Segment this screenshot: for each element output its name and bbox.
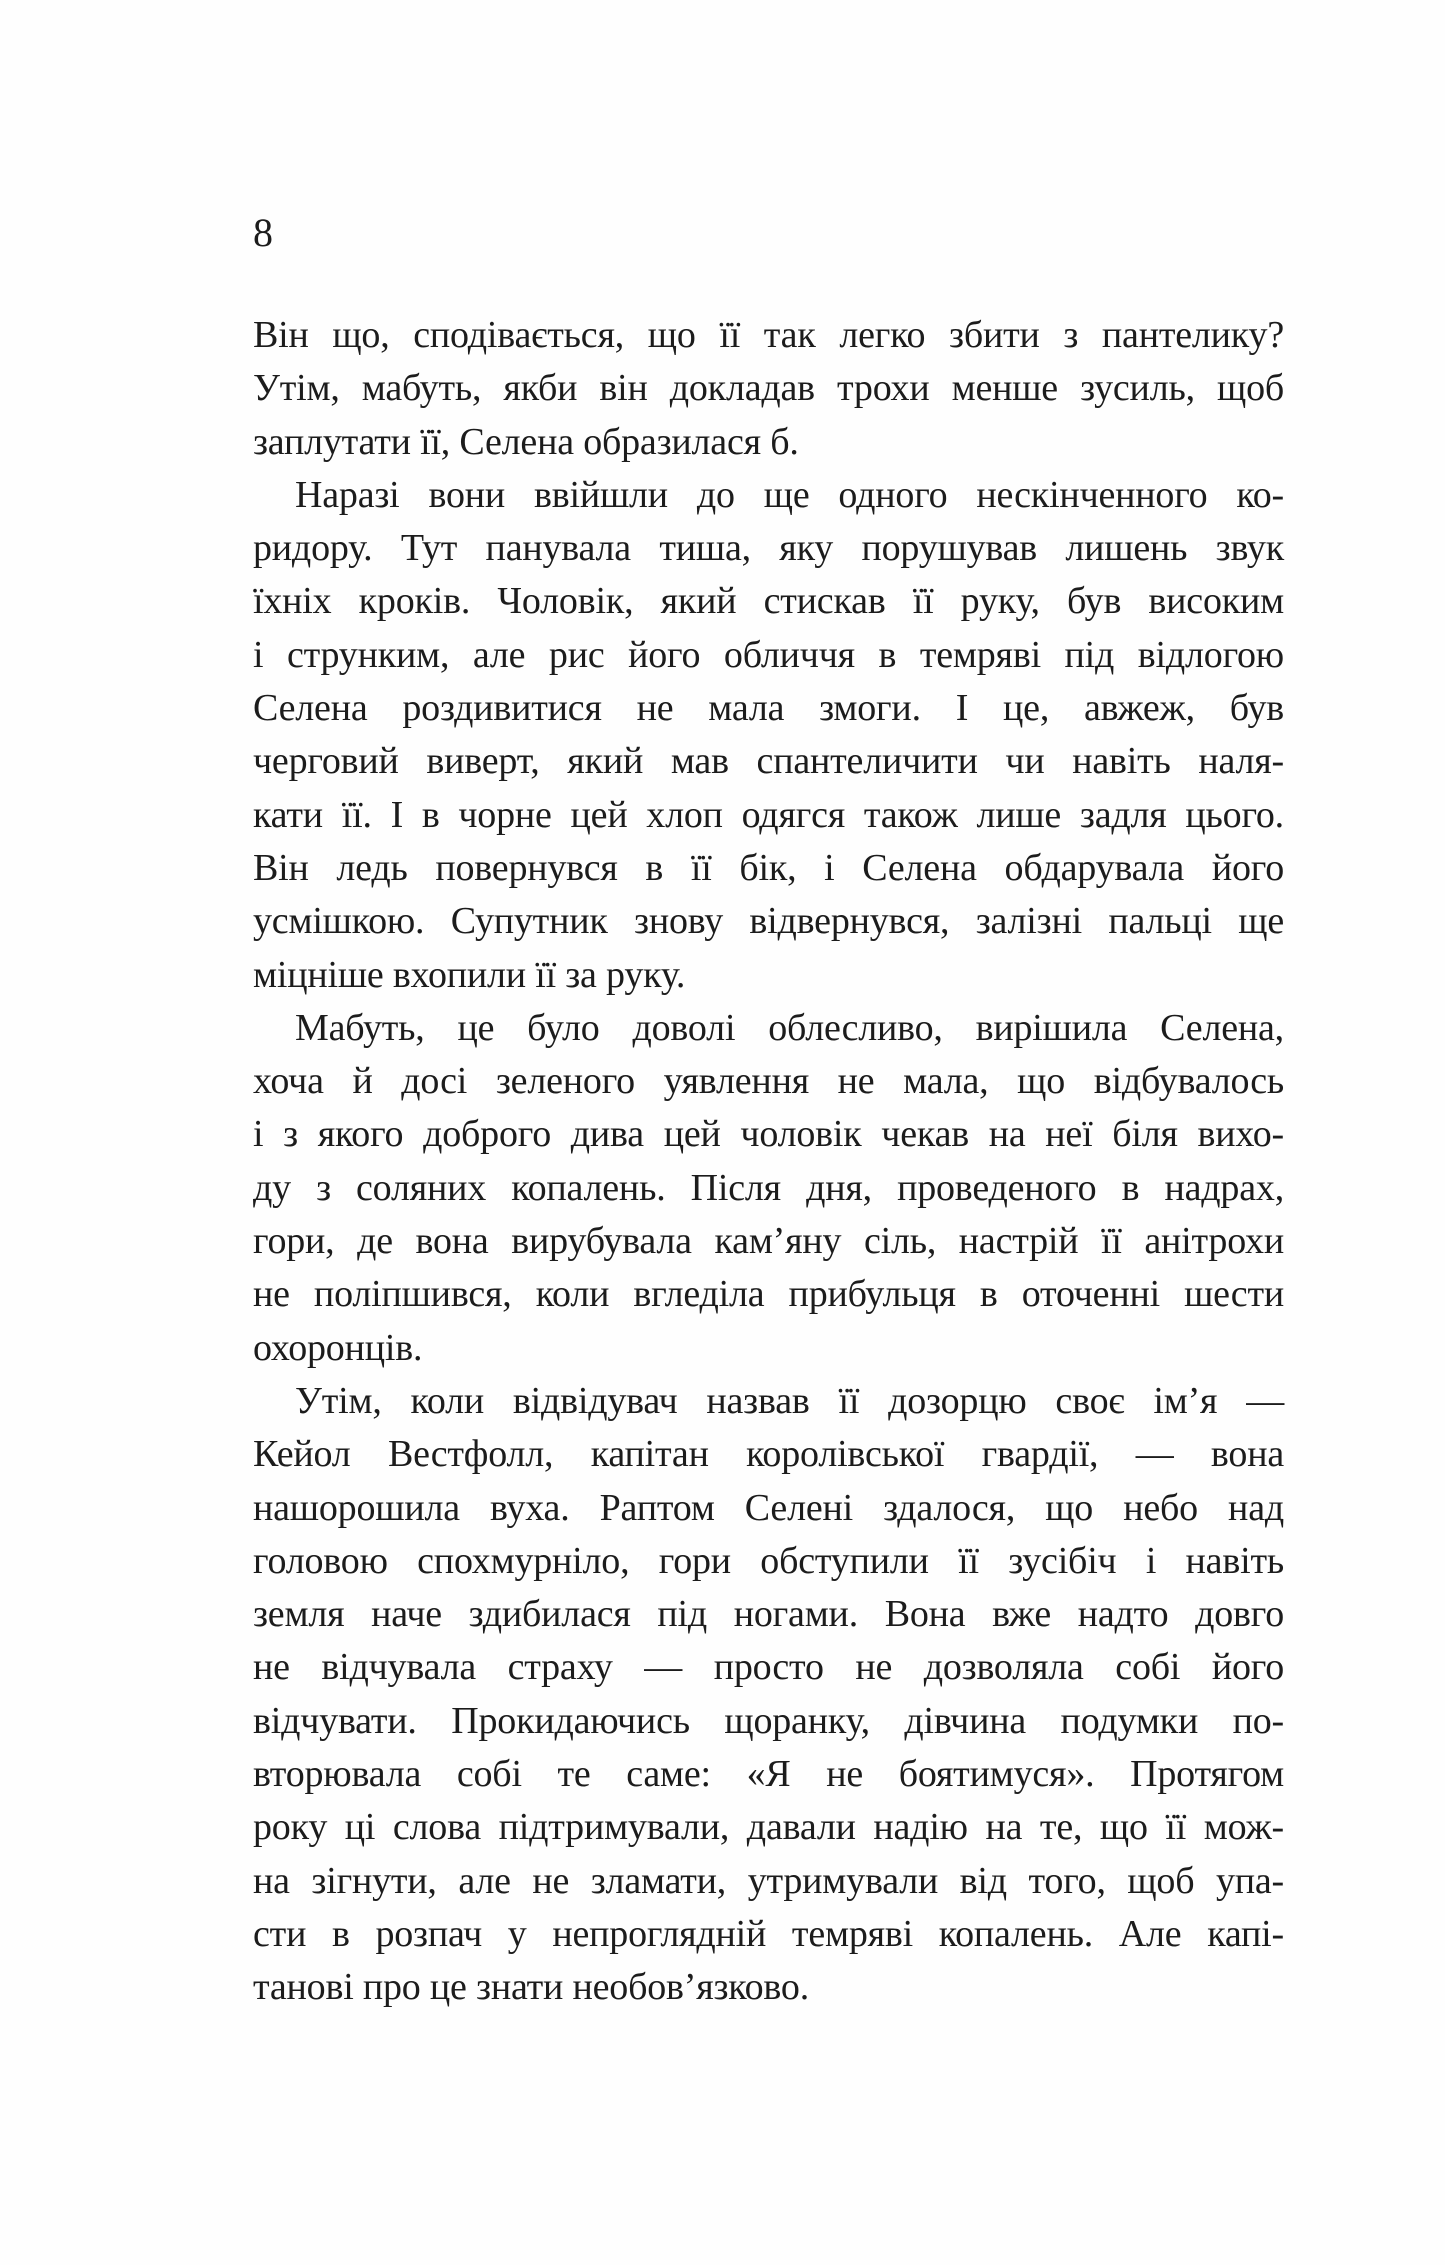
text-line: Утім, мабуть, якби він докладав трохи менше зусиль, щоб bbox=[253, 367, 1284, 410]
text-line: охоронців. bbox=[253, 1326, 423, 1369]
text-line: Він ледь повернувся в її бік, і Селена обдарувала його bbox=[253, 846, 1284, 889]
text-line: вторювала собі те саме: «Я не боятимуся». Протягом bbox=[253, 1753, 1284, 1796]
text-line: не поліпшився, коли вгледіла прибульця в оточенні шести bbox=[253, 1273, 1284, 1316]
text-line: черговий виверт, який мав спантеличити чи навіть наля- bbox=[253, 740, 1284, 783]
text-line: не відчувала страху — просто не дозволяла собі його bbox=[253, 1646, 1284, 1689]
text-line: кати її. І в чорне цей хлоп одягся також лише задля цього. bbox=[253, 793, 1284, 836]
text-line: земля наче здибилася під ногами. Вона вже надто довго bbox=[253, 1593, 1284, 1636]
text-line: Кейол Вестфолл, капітан королівської гвардії, — вона bbox=[253, 1433, 1284, 1476]
body-text bbox=[253, 309, 1284, 2015]
text-line: хоча й досі зеленого уявлення не мала, що відбувалось bbox=[253, 1060, 1284, 1103]
text-line: на зігнути, але не зламати, утримували від того, щоб упа- bbox=[253, 1859, 1284, 1902]
text-line: року ці слова підтримували, давали надію на те, що її мож- bbox=[253, 1806, 1284, 1849]
text-line: Селена роздивитися не мала змоги. І це, авжеж, був bbox=[253, 687, 1284, 730]
text-line: відчувати. Прокидаючись щоранку, дівчина подумки по- bbox=[253, 1699, 1284, 1742]
text-line: їхніх кроків. Чоловік, який стискав її руку, був високим bbox=[253, 580, 1284, 623]
text-line: міцніше вхопили її за руку. bbox=[253, 953, 686, 996]
text-line: ридору. Тут панувала тиша, яку порушував лишень звук bbox=[253, 527, 1284, 570]
text-line: ду з соляних копалень. Після дня, проведеного в надрах, bbox=[253, 1166, 1284, 1209]
text-line: головою спохмурніло, гори обступили її зусібіч і навіть bbox=[253, 1539, 1284, 1582]
page-number: 8 bbox=[253, 210, 273, 255]
text-line: Він що, сподівається, що її так легко збити з пантелику? bbox=[253, 314, 1284, 356]
text-line: і з якого доброго дива цей чоловік чекав на неї біля вихо- bbox=[253, 1113, 1284, 1156]
text-line: Наразі вони ввійшли до ще одного нескінченного ко- bbox=[295, 473, 1284, 516]
text-line: нашорошила вуха. Раптом Селені здалося, що небо над bbox=[253, 1486, 1284, 1529]
text-line: Утім, коли відвідувач назвав її дозорцю своє ім’я — bbox=[295, 1379, 1284, 1422]
text-line: усмішкою. Супутник знову відвернувся, залізні пальці ще bbox=[253, 900, 1284, 943]
text-line: сти в розпач у непроглядній темряві копалень. Але капі- bbox=[253, 1912, 1284, 1955]
text-line: гори, де вона вирубувала кам’яну сіль, настрій її анітрохи bbox=[253, 1220, 1284, 1263]
text-line: заплутати її, Селена образилася б. bbox=[253, 420, 799, 463]
text-line: танові про це знати необов’язково. bbox=[253, 1966, 810, 2009]
text-line: і струнким, але рис його обличчя в темряві під відлогою bbox=[253, 633, 1284, 676]
text-line: Мабуть, це було доволі облесливо, вирішила Селена, bbox=[295, 1006, 1284, 1049]
